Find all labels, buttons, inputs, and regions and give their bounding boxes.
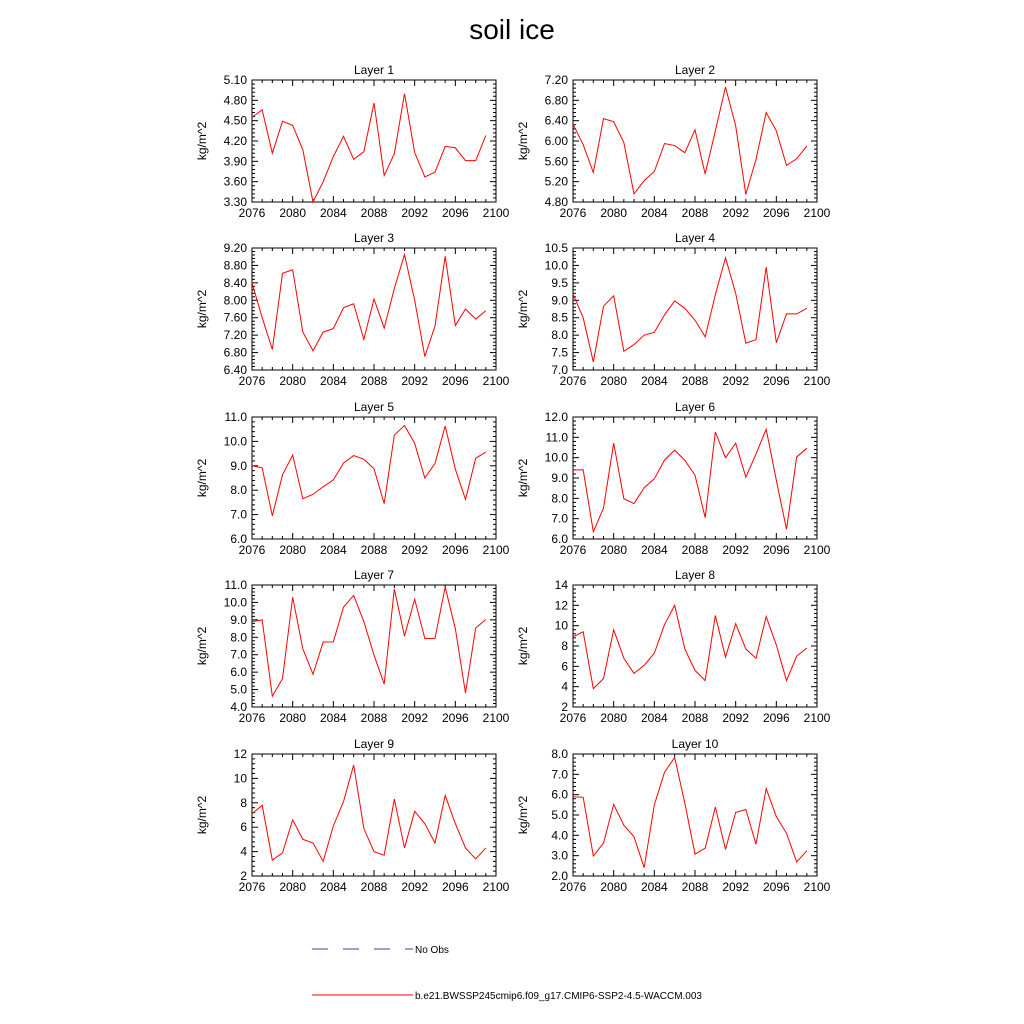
x-tick-label: 2092	[401, 206, 429, 220]
y-tick-label: 4.0	[230, 700, 247, 714]
x-tick-label: 2084	[319, 880, 347, 894]
y-tick-label: 8.5	[551, 310, 568, 325]
series-line	[252, 255, 486, 357]
plot-frame	[252, 585, 496, 707]
y-tick-label: 6.0	[230, 665, 247, 680]
series-line	[252, 94, 486, 202]
x-tick-label: 2096	[762, 880, 790, 894]
legend-model-label: b.e21.BWSSP245cmip6.f09_g17.CMIP6-SSP2-4.5-WACCM.003	[415, 991, 702, 1002]
figure-title: soil ice	[469, 14, 555, 45]
y-tick-label: 7.20	[544, 73, 568, 87]
y-tick-label: 6.0	[551, 532, 568, 546]
y-tick-label: 2	[240, 869, 247, 883]
y-tick-label: 3.30	[223, 195, 247, 209]
y-axis-label: kg/m^2	[195, 458, 209, 498]
y-tick-label: 9.0	[551, 471, 568, 485]
y-tick-label: 7.0	[551, 511, 568, 526]
y-tick-label: 7.0	[551, 767, 568, 782]
x-tick-label: 2088	[681, 711, 709, 725]
x-tick-label: 2096	[441, 880, 469, 894]
x-tick-label: 2096	[762, 374, 790, 388]
x-tick-label: 2076	[238, 206, 266, 220]
y-tick-label: 7.0	[551, 363, 568, 377]
x-tick-label: 2096	[441, 711, 469, 725]
x-tick-label: 2096	[441, 374, 469, 388]
y-tick-label: 7.0	[230, 647, 247, 662]
plot-frame	[252, 417, 496, 539]
y-tick-label: 10.0	[223, 434, 247, 449]
y-tick-label: 8.0	[551, 491, 568, 506]
plot-frame	[252, 754, 496, 876]
series-line	[573, 757, 807, 867]
y-tick-label: 4.80	[223, 93, 247, 108]
x-tick-label: 2092	[722, 711, 750, 725]
y-tick-label: 6	[240, 820, 247, 835]
chart-panel-2	[516, 63, 831, 220]
y-axis-label: kg/m^2	[195, 795, 209, 835]
x-tick-label: 2096	[762, 543, 790, 557]
series-line	[573, 87, 807, 194]
y-tick-label: 7.5	[551, 345, 568, 360]
y-tick-label: 4.0	[551, 828, 568, 843]
x-tick-label: 2080	[600, 711, 628, 725]
plot-frame	[573, 80, 817, 202]
y-axis-label: kg/m^2	[516, 458, 530, 498]
chart-panel-10	[516, 737, 831, 894]
series-line	[252, 765, 486, 861]
panel-title: Layer 8	[674, 568, 716, 582]
y-tick-label: 12.0	[544, 410, 568, 424]
y-tick-label: 6.80	[223, 345, 247, 360]
y-tick-label: 2.0	[551, 869, 568, 883]
x-tick-label: 2096	[441, 206, 469, 220]
y-tick-label: 6.00	[544, 134, 568, 148]
legend	[312, 945, 702, 1002]
y-tick-label: 8.0	[551, 328, 568, 343]
y-tick-label: 8.80	[223, 258, 247, 273]
x-tick-label: 2100	[482, 374, 510, 388]
x-tick-label: 2092	[401, 711, 429, 725]
x-tick-label: 2100	[803, 711, 831, 725]
panel-title: Layer 2	[674, 63, 716, 77]
x-tick-label: 2080	[279, 206, 307, 220]
x-tick-label: 2096	[441, 543, 469, 557]
series-line	[252, 587, 486, 696]
y-tick-label: 4.50	[223, 113, 247, 128]
x-tick-label: 2076	[238, 880, 266, 894]
x-tick-label: 2088	[360, 711, 388, 725]
y-tick-label: 4	[561, 679, 568, 694]
x-tick-label: 2080	[600, 543, 628, 557]
y-axis-label: kg/m^2	[516, 289, 530, 329]
x-tick-label: 2096	[762, 206, 790, 220]
plot-frame	[573, 417, 817, 539]
x-tick-label: 2080	[600, 206, 628, 220]
panel-title: Layer 10	[671, 737, 719, 751]
y-tick-label: 8.0	[551, 747, 568, 761]
x-tick-label: 2080	[279, 711, 307, 725]
y-tick-label: 8.0	[230, 630, 247, 645]
y-tick-label: 3.0	[551, 848, 568, 863]
y-axis-label: kg/m^2	[516, 626, 530, 666]
y-tick-label: 10.0	[544, 450, 568, 465]
x-tick-label: 2092	[401, 880, 429, 894]
plot-frame	[573, 248, 817, 370]
x-tick-label: 2088	[681, 880, 709, 894]
y-tick-label: 5.10	[223, 73, 247, 87]
y-axis-label: kg/m^2	[516, 795, 530, 835]
x-tick-label: 2076	[238, 711, 266, 725]
x-tick-label: 2076	[238, 374, 266, 388]
x-tick-label: 2100	[803, 374, 831, 388]
x-tick-label: 2076	[559, 880, 587, 894]
y-tick-label: 12	[233, 747, 247, 761]
y-tick-label: 8.00	[223, 293, 247, 308]
x-tick-label: 2084	[640, 880, 668, 894]
x-tick-label: 2088	[681, 206, 709, 220]
x-tick-label: 2080	[600, 880, 628, 894]
y-tick-label: 10.0	[223, 595, 247, 610]
plot-frame	[252, 80, 496, 202]
chart-panel-1	[195, 63, 510, 220]
x-tick-label: 2100	[482, 206, 510, 220]
y-tick-label: 11.0	[224, 410, 247, 424]
y-tick-label: 14	[554, 578, 568, 592]
panel-title: Layer 6	[674, 400, 716, 414]
y-tick-label: 8	[561, 639, 568, 653]
y-tick-label: 11.0	[545, 430, 568, 445]
x-tick-label: 2088	[681, 374, 709, 388]
y-tick-label: 10	[233, 771, 247, 786]
y-tick-label: 10	[554, 618, 568, 633]
x-tick-label: 2076	[559, 206, 587, 220]
chart-panel-3	[195, 231, 510, 388]
x-tick-label: 2088	[681, 543, 709, 557]
x-tick-label: 2080	[279, 880, 307, 894]
y-axis-label: kg/m^2	[195, 626, 209, 666]
plot-frame	[573, 585, 817, 707]
x-tick-label: 2100	[803, 206, 831, 220]
y-tick-label: 8	[240, 795, 247, 810]
y-tick-label: 6.40	[223, 363, 247, 377]
x-tick-label: 2092	[722, 206, 750, 220]
y-tick-label: 6.40	[544, 113, 568, 128]
series-line	[252, 426, 486, 516]
panel-title: Layer 5	[353, 400, 395, 414]
y-tick-label: 5.60	[544, 154, 568, 169]
y-tick-label: 4.20	[223, 134, 247, 148]
x-tick-label: 2084	[319, 711, 347, 725]
x-tick-label: 2076	[559, 374, 587, 388]
x-tick-label: 2092	[401, 374, 429, 388]
x-tick-label: 2080	[279, 374, 307, 388]
x-tick-label: 2088	[360, 206, 388, 220]
y-tick-label: 7.20	[223, 328, 247, 343]
chart-panel-4	[516, 231, 831, 388]
x-tick-label: 2084	[640, 543, 668, 557]
panel-title: Layer 7	[353, 568, 395, 582]
y-tick-label: 3.60	[223, 174, 247, 189]
chart-panel-7	[195, 568, 510, 725]
y-tick-label: 9.5	[551, 275, 568, 290]
x-tick-label: 2100	[482, 711, 510, 725]
y-tick-label: 6.80	[544, 93, 568, 108]
chart-panel-5	[195, 400, 510, 557]
x-tick-label: 2088	[360, 543, 388, 557]
chart-panel-9	[195, 737, 510, 894]
y-axis-label: kg/m^2	[195, 121, 209, 161]
panel-title: Layer 3	[353, 231, 395, 245]
x-tick-label: 2076	[559, 543, 587, 557]
y-tick-label: 3.90	[223, 154, 247, 169]
panel-title: Layer 1	[353, 63, 395, 77]
plot-frame	[252, 248, 496, 370]
chart-panel-6	[516, 400, 831, 557]
y-tick-label: 4.80	[544, 195, 568, 209]
x-tick-label: 2100	[803, 880, 831, 894]
y-tick-label: 7.60	[223, 310, 247, 325]
y-tick-label: 6	[561, 659, 568, 674]
x-tick-label: 2100	[482, 880, 510, 894]
x-tick-label: 2088	[360, 880, 388, 894]
x-tick-label: 2100	[803, 543, 831, 557]
y-axis-label: kg/m^2	[516, 121, 530, 161]
x-tick-label: 2080	[600, 374, 628, 388]
x-tick-label: 2092	[401, 543, 429, 557]
y-tick-label: 5.0	[551, 808, 568, 822]
x-tick-label: 2084	[319, 374, 347, 388]
x-tick-label: 2088	[360, 374, 388, 388]
x-tick-label: 2092	[722, 880, 750, 894]
y-tick-label: 11.0	[224, 578, 247, 592]
y-tick-label: 8.0	[230, 483, 247, 498]
y-tick-label: 8.40	[223, 275, 247, 290]
x-tick-label: 2092	[722, 374, 750, 388]
x-tick-label: 2084	[640, 711, 668, 725]
y-tick-label: 6.0	[230, 532, 247, 546]
series-line	[573, 605, 807, 688]
y-axis-label: kg/m^2	[195, 289, 209, 329]
x-tick-label: 2084	[319, 543, 347, 557]
x-tick-label: 2096	[762, 711, 790, 725]
panel-title: Layer 4	[674, 231, 716, 245]
y-tick-label: 5.0	[230, 682, 247, 697]
x-tick-label: 2092	[722, 543, 750, 557]
x-tick-label: 2080	[279, 543, 307, 557]
x-tick-label: 2076	[559, 711, 587, 725]
y-tick-label: 4	[240, 844, 247, 859]
y-tick-label: 9.20	[223, 241, 247, 255]
series-line	[573, 429, 807, 531]
y-tick-label: 10.5	[544, 241, 568, 255]
x-tick-label: 2076	[238, 543, 266, 557]
x-tick-label: 2084	[640, 374, 668, 388]
x-tick-label: 2084	[640, 206, 668, 220]
y-tick-label: 5.20	[544, 174, 568, 189]
y-tick-label: 9.0	[230, 612, 247, 627]
y-tick-label: 9.0	[551, 293, 568, 308]
x-tick-label: 2084	[319, 206, 347, 220]
y-tick-label: 6.0	[551, 787, 568, 802]
chart-panel-8	[516, 568, 831, 725]
y-tick-label: 7.0	[230, 507, 247, 522]
x-tick-label: 2100	[482, 543, 510, 557]
plot-frame	[573, 754, 817, 876]
y-tick-label: 10.0	[544, 258, 568, 273]
series-line	[573, 258, 807, 362]
legend-obs-label: No Obs	[415, 945, 449, 956]
y-tick-label: 9.0	[230, 458, 247, 473]
y-tick-label: 12	[554, 598, 568, 613]
panel-title: Layer 9	[353, 737, 395, 751]
y-tick-label: 2	[561, 700, 568, 714]
